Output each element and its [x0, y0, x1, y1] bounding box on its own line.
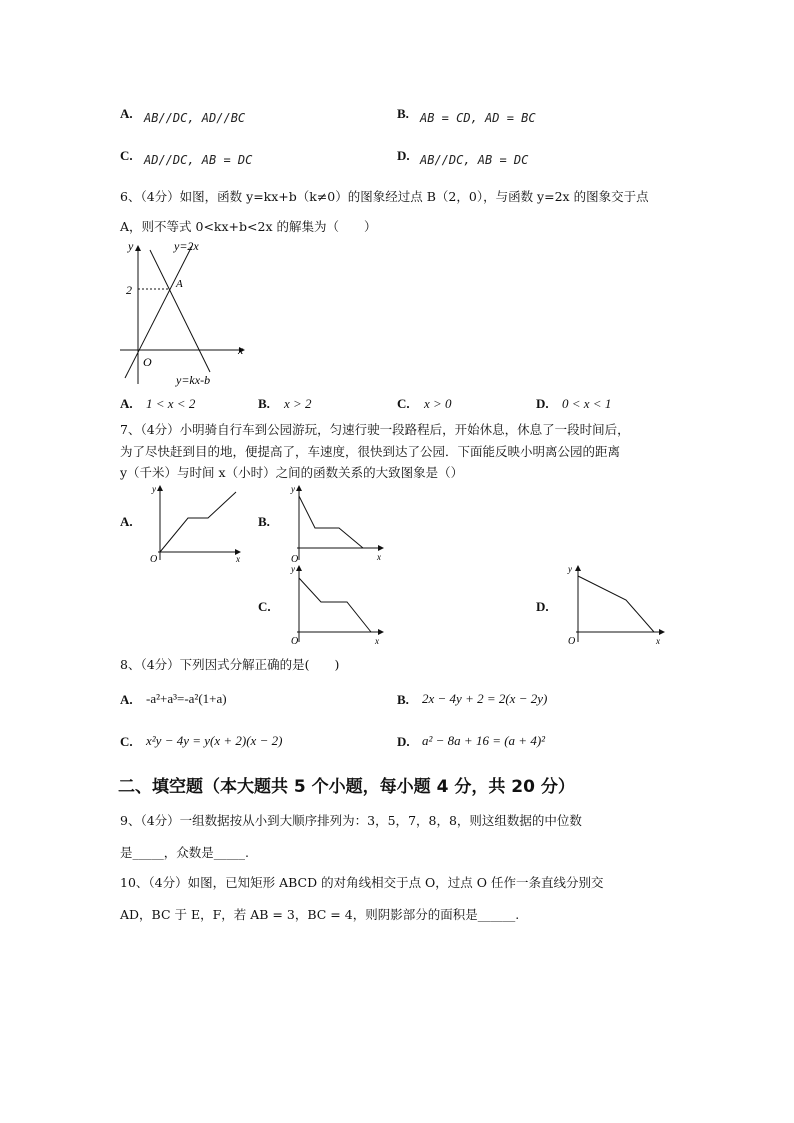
svg-text:O: O: [150, 554, 158, 565]
q7-option-a-label: A.: [120, 514, 133, 529]
svg-text:y: y: [291, 484, 295, 494]
q7-stem-line2: 为了尽快赶到目的地，便提高了，车速度，很快到达了公园．下面能反映小明离公园的距离: [120, 444, 621, 459]
q6-tick-2: 2: [126, 283, 132, 297]
q6-stem-line1: 6、（4分）如图，函数 y=kx+b（k≠0）的图象经过点 B（2，0），与函数 y=2x 的图象交于点: [120, 189, 649, 204]
q10-stem-line2: AD，BC 于 E，F，若 AB = 3，BC = 4，则阴影部分的面积是______.: [120, 907, 520, 922]
q6-label-y: y: [128, 239, 134, 253]
svg-text:O: O: [291, 554, 299, 565]
q5-option-b-label: B.: [397, 106, 409, 121]
q8-option-c-label: C.: [120, 734, 133, 749]
q8-option-d-label: D.: [397, 734, 410, 749]
q6-label-x: x: [238, 343, 244, 357]
q6-stem-line2: A，则不等式 0<kx+b<2x 的解集为（ ）: [120, 219, 377, 234]
q5-option-d-text: AB//DC, AB = DC: [420, 153, 529, 167]
q7-option-d-label: D.: [536, 599, 549, 614]
svg-text:y: y: [568, 564, 572, 574]
q5-option-a-label: A.: [120, 106, 133, 121]
q6-figure: [112, 236, 252, 388]
q6-option-d-label: D.: [536, 396, 549, 411]
q6-label-a: A: [176, 278, 183, 290]
q6-option-d-text: 0 < x < 1: [562, 396, 612, 411]
svg-text:x: x: [656, 636, 660, 646]
svg-text:y: y: [291, 564, 295, 574]
q7-graph-c: [287, 562, 387, 646]
q7-stem-line3: y（千米）与时间 x（小时）之间的函数关系的大致图象是（）: [120, 465, 464, 480]
q8-option-a-text: -a²+a³=-a²(1+a): [146, 691, 227, 706]
q5-option-c-text: AD//DC, AB = DC: [144, 153, 253, 167]
q7-option-c-label: C.: [258, 599, 271, 614]
q8-option-a-label: A.: [120, 692, 133, 707]
q7-graph-a: [146, 482, 246, 566]
q7-graph-d: [564, 562, 668, 646]
q7-stem-line1: 7、（4分）小明骑自行车到公园游玩，匀速行驶一段路程后，开始休息，休息了一段时间后，: [120, 422, 630, 437]
q6-label-line1: y=2x: [174, 239, 199, 253]
q7-option-b-label: B.: [258, 514, 270, 529]
section2-heading: 二、填空题（本大题共 5 个小题，每小题 4 分，共 20 分）: [118, 777, 575, 797]
q6-option-b-label: B.: [258, 396, 270, 411]
q6-option-a-label: A.: [120, 396, 133, 411]
q7-graph-b: [287, 482, 387, 566]
q5-option-a-text: AB//DC, AD//BC: [144, 111, 246, 125]
svg-text:y: y: [152, 484, 156, 494]
q6-option-b-text: x > 2: [284, 396, 312, 411]
svg-text:x: x: [375, 636, 379, 646]
q8-option-b-label: B.: [397, 692, 409, 707]
q5-option-b-text: AB = CD, AD = BC: [420, 111, 536, 125]
q6-line-y-2x: [125, 246, 192, 378]
q8-option-c-text: x²y − 4y = y(x + 2)(x − 2): [146, 733, 283, 748]
q5-option-d-label: D.: [397, 148, 410, 163]
svg-text:x: x: [377, 552, 381, 562]
q10-stem-line1: 10、（4分）如图，已知矩形 ABCD 的对角线相交于点 O，过点 O 任作一条直线分别交: [120, 875, 604, 890]
q8-stem: 8、（4分）下列因式分解正确的是( ): [120, 657, 340, 672]
svg-text:O: O: [291, 636, 299, 646]
q5-option-c-label: C.: [120, 148, 133, 163]
q8-option-d-text: a² − 8a + 16 = (a + 4)²: [422, 733, 546, 748]
q6-option-c-label: C.: [397, 396, 410, 411]
q6-option-c-text: x > 0: [424, 396, 452, 411]
q9-stem-line1: 9、（4分）一组数据按从小到大顺序排列为：3，5，7，8，8，则这组数据的中位数: [120, 813, 582, 828]
q9-stem-line2: 是_____，众数是_____.: [120, 845, 249, 860]
svg-text:O: O: [568, 636, 576, 646]
q6-option-a-text: 1 < x < 2: [146, 396, 196, 411]
q6-label-line2: y=kx-b: [176, 373, 211, 387]
q8-option-b-text: 2x − 4y + 2 = 2(x − 2y): [422, 691, 548, 706]
q6-label-origin: O: [143, 355, 152, 369]
svg-text:x: x: [236, 554, 240, 564]
